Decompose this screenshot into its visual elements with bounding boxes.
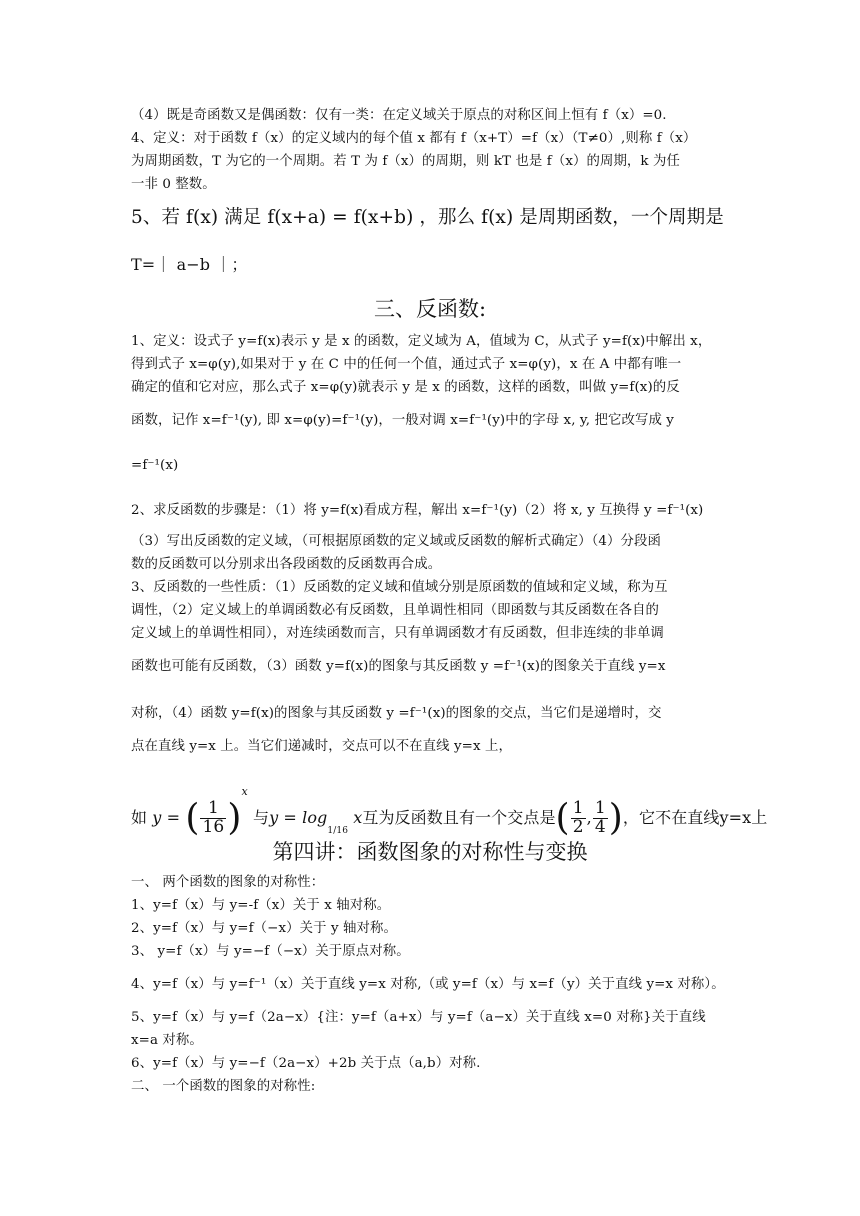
text-line: 4、定义：对于函数 f（x）的定义域内的每个值 x 都有 f（x+T）=f（x）（T≠0）,则称 f（x） <box>131 131 697 146</box>
left-paren: ( <box>185 797 200 839</box>
text-line: 二、 一个函数的图象的对称性: <box>131 1079 316 1094</box>
period-formula: T=｜ a−b ｜； <box>131 255 248 274</box>
text-line: 对称，（4）函数 y=f(x)的图象与其反函数 y =f⁻¹(x)的图象的交点，当它们是递增时，交 <box>131 706 662 721</box>
text-line: （4）既是奇函数又是偶函数：仅有一类：在定义域关于原点的对称区间上恒有 f（x）=0. <box>131 108 667 123</box>
text-line: 点在直线 y=x 上。当它们递减时，交点可以不在直线 y=x 上， <box>131 739 512 754</box>
text-line: 一、 两个函数的图象的对称性： <box>131 875 325 890</box>
text-line: 数的反函数可以分别求出各段函数的反函数再合成。 <box>131 557 442 572</box>
text-line: 调性，（2）定义域上的单调函数必有反函数，且单调性相同（即函数与其反函数在各自的 <box>131 603 660 618</box>
text-line: 函数也可能有反函数，（3）函数 y=f(x)的图象与其反函数 y =f⁻¹(x)的图象关于直线 y=x <box>131 659 666 674</box>
text-line: 4、y=f（x）与 y=f⁻¹（x）关于直线 y=x 对称,（或 y=f（x）与 x=f（y）关于直线 y=x 对称）。 <box>131 977 725 992</box>
fraction-numerator: 1 <box>594 798 606 819</box>
text-line: 得到式子 x=φ(y),如果对于 y 在 C 中的任何一个值，通过式子 x=φ(y)，x 在 A 中都有唯一 <box>131 357 682 372</box>
section-heading-inverse-function: 三、反函数: <box>373 297 487 321</box>
base-fraction <box>200 800 226 837</box>
fraction-denominator: 2 <box>572 817 584 837</box>
example-suffix: ，它不在直线y=x上 <box>622 808 768 827</box>
log-base: 1/16 <box>327 826 349 836</box>
fraction-numerator: 1 <box>200 800 226 819</box>
and-text: 与 <box>252 808 270 827</box>
fraction-denominator: 16 <box>202 817 225 837</box>
point-y-fraction <box>593 800 608 837</box>
text-line: 一非 0 整数。 <box>131 177 216 192</box>
right-paren: ) <box>227 797 242 839</box>
inverse-example-line: 如 y = ( $\frac{1}{16}$ )$^x$ 与$y = \log_{1/16} x$互为反函数且有一个交点是( $\frac{1}{2}$ , $\frac{1}{4}$ )，它不在直线y=x上 <box>131 785 768 839</box>
exponent: x <box>241 785 248 798</box>
text-line: 2、y=f（x）与 y=f（−x）关于 y 轴对称。 <box>131 921 397 936</box>
text-line: 3、反函数的一些性质：（1）反函数的定义域和值域分别是原函数的值域和定义域，称为互 <box>131 580 668 595</box>
section-heading-lecture-4: 第四讲：函数图象的对称性与变换 <box>272 840 588 864</box>
text-line: 1、y=f（x）与 y=-f（x）关于 x 轴对称。 <box>131 898 391 913</box>
text-line: 定义域上的单调性相同），对连续函数而言，只有单调函数才有反函数，但非连续的非单调 <box>131 626 664 641</box>
text-line: 6、y=f（x）与 y=−f（2a−x）+2b 关于点（a,b）对称. <box>131 1056 481 1071</box>
text-line: 1、定义：设式子 y=f(x)表示 y 是 x 的函数，定义域为 A，值域为 C，从式子 y=f(x)中解出 x， <box>131 334 712 349</box>
text-line: 3、 y=f（x）与 y=−f（−x）关于原点对称。 <box>131 944 410 959</box>
text-line: 2、求反函数的步骤是：（1）将 y=f(x)看成方程，解出 x=f⁻¹(y)（2）将 x, y 互换得 y =f⁻¹(x) <box>131 503 704 518</box>
y-equals: y = <box>152 808 181 827</box>
left-paren: ( <box>555 797 570 839</box>
text-line: 函数，记作 x=f⁻¹(y), 即 x=φ(y)=f⁻¹(y)，一般对调 x=f⁻¹(y)中的字母 x, y, 把它改写成 y <box>131 413 674 428</box>
fraction-numerator: 1 <box>572 798 584 819</box>
periodic-statement: 5、若 f(x) 满足 f(x+a) = f(x+b) ，那么 f(x) 是周期函数，一个周期是 <box>131 207 724 228</box>
right-paren: ) <box>608 797 623 839</box>
text-line: 5、y=f（x）与 y=f（2a−x）{注：y=f（a+x）与 y=f（a−x）关于直线 x=0 对称}关于直线 <box>131 1010 706 1025</box>
text-line: 为周期函数，T 为它的一个周期。若 T 为 f（x）的周期，则 kT 也是 f（x）的周期，k 为任 <box>131 154 680 169</box>
fraction-denominator: 4 <box>594 817 606 837</box>
point-x-fraction <box>571 800 586 837</box>
text-line: x=a 对称。 <box>131 1033 203 1048</box>
text-line: =f⁻¹(x) <box>131 458 179 473</box>
text-line: 确定的值和它对应，那么式子 x=φ(y)就表示 y 是 x 的函数，这样的函数，叫做 y=f(x)的反 <box>131 380 680 395</box>
inverse-text: 互为反函数且有一个交点是 <box>362 808 556 827</box>
example-prefix: 如 <box>131 808 148 827</box>
text-line: （3）写出反函数的定义域，（可根据原函数的定义域或反函数的解析式确定）（4）分段函 <box>131 534 661 549</box>
log-expression: y = log <box>269 808 328 827</box>
log-variable: x <box>353 808 363 827</box>
